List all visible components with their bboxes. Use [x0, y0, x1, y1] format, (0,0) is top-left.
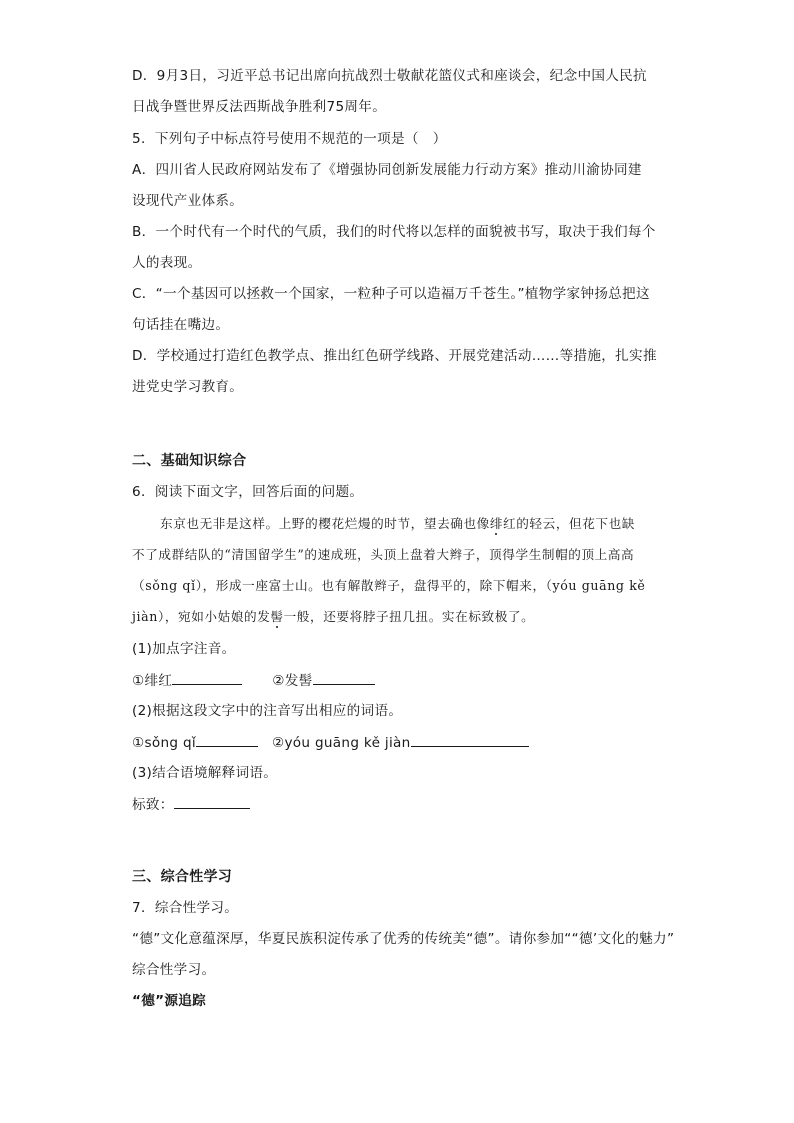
q5-option-d-line2: 进党史学习教育。 — [132, 379, 244, 395]
section-heading-comprehensive-study: 三、综合性学习 — [132, 869, 233, 885]
section-heading-basic-knowledge: 二、基础知识综合 — [132, 453, 247, 469]
passage-line-4 — [132, 607, 534, 627]
dotted-char-fei: 绯 — [489, 516, 504, 531]
q4-option-d-line1: D．9月3日，习近平总书记出席向抗战烈士敬献花篮仪式和座谈会，纪念中国人民抗 — [132, 68, 647, 84]
q6-sub3-stem: (3)结合语境解释词语。 — [132, 765, 278, 781]
answer-blank-biaozhi[interactable] — [174, 794, 250, 809]
answer-blank-youguangkejian[interactable] — [411, 732, 529, 747]
answer-blank-faji[interactable] — [313, 670, 375, 685]
q6-sub2-item1-label: ①sǒng qǐ — [132, 735, 196, 751]
passage-line-1-pre: 东京也无非是这样。上野的樱花烂熳的时节，望去确也像 — [160, 516, 490, 531]
q6-stem: 6．阅读下面文字，回答后面的问题。 — [132, 484, 364, 500]
q5-option-a-line2: 设现代产业体系。 — [132, 193, 244, 209]
passage-line-2: 不了成群结队的“清国留学生”的速成班，头顶上盘着大辫子，顶得学生制帽的顶上高高 — [132, 547, 635, 562]
q5-stem: 5．下列句子中标点符号使用不规范的一项是（ ） — [132, 131, 447, 147]
answer-blank-songqi[interactable] — [196, 732, 258, 747]
q6-sub3-answers — [132, 794, 250, 815]
passage-line-1 — [160, 514, 635, 534]
q6-sub1-item2-label: ②发髻 — [272, 673, 313, 689]
q7-stem: 7．综合性学习。 — [132, 900, 239, 916]
passage-line-1-post: 红的轻云，但花下也缺 — [503, 516, 635, 531]
q5-option-c-line2: 句话挂在嘴边。 — [132, 317, 230, 333]
q5-option-b-line1: B．一个时代有一个时代的气质，我们的时代将以怎样的面貌被书写，取决于我们每个 — [132, 224, 656, 240]
passage-line-4-post: 一般，还要将脖子扭几扭。实在标致极了。 — [283, 609, 535, 624]
q6-sub1-answers — [132, 670, 375, 691]
q6-sub2-stem: (2)根据这段文字中的注音写出相应的词语。 — [132, 703, 403, 719]
q5-option-b-line2: 人的表现。 — [132, 255, 202, 271]
dotted-char-ji: 髻 — [270, 609, 284, 624]
q5-option-d-line1: D．学校通过打造红色教学点、推出红色研学线路、开展党建活动……等措施，扎实推 — [132, 348, 657, 364]
q4-option-d-line2: 日战争暨世界反法西斯战争胜利75周年。 — [132, 99, 387, 115]
q7-intro-line2: 综合性学习。 — [132, 962, 216, 978]
q7-intro-line1: “德”文化意蕴深厚，华夏民族积淀传承了优秀的传统美“德”。请你参加““德’文化的魅力” — [132, 931, 675, 947]
q6-sub2-item2-label: ②yóu guāng kě jiàn — [271, 735, 411, 751]
q6-sub3-item1-label: 标致： — [132, 797, 174, 813]
q5-option-a-line1: A．四川省人民政府网站发布了《增强协同创新发展能力行动方案》推动川渝协同建 — [132, 162, 642, 178]
answer-blank-feihong[interactable] — [172, 670, 242, 685]
q6-sub2-answers — [132, 732, 529, 753]
passage-line-3: （sǒng qǐ），形成一座富士山。也有解散辫子，盘得平的，除下帽来，（yóu guāng kě — [132, 578, 646, 593]
q6-sub1-item1-label: ①绯红 — [132, 673, 173, 689]
q6-sub1-stem: (1)加点字注音。 — [132, 641, 236, 657]
q7-subheading-de-origin: “德”源追踪 — [132, 993, 207, 1009]
passage-line-4-pre: jiàn），宛如小姑娘的发 — [132, 609, 271, 624]
q5-option-c-line1: C．“一个基因可以拯救一个国家，一粒种子可以造福万千苍生。”植物学家钟扬总把这 — [132, 286, 650, 302]
